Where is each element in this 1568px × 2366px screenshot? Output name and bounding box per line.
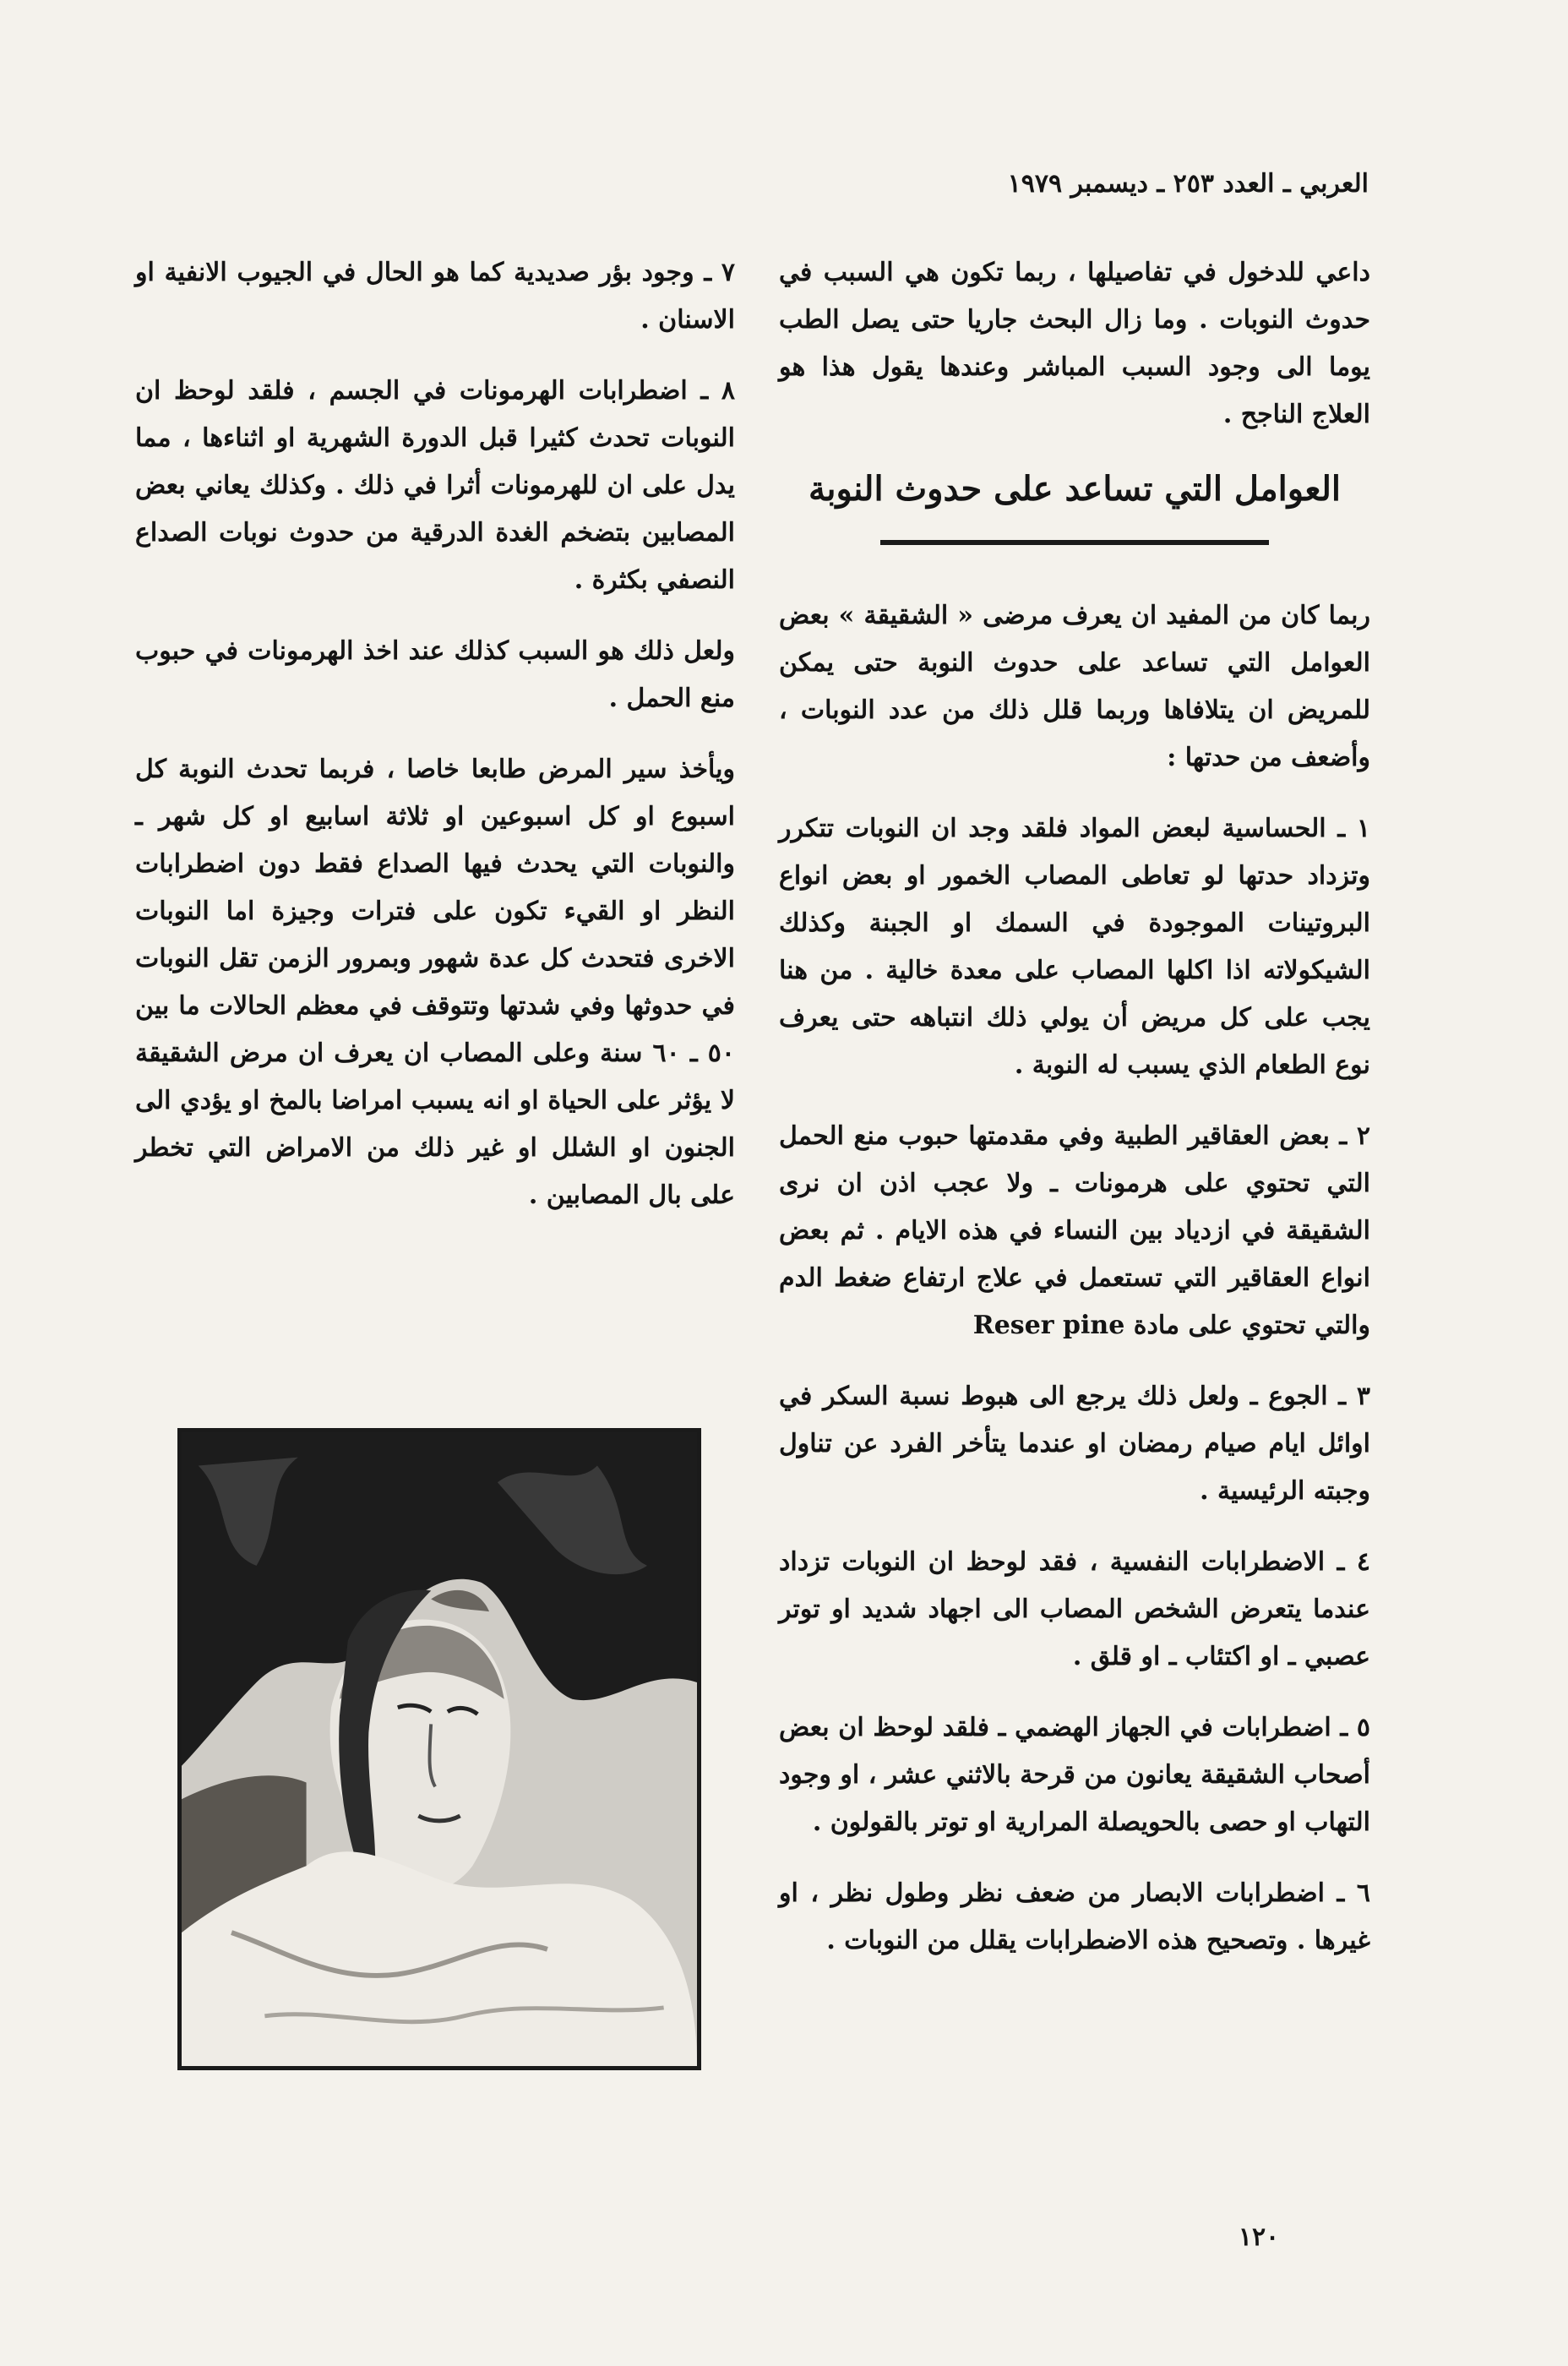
headache-woman-illustration	[177, 1428, 701, 2070]
left-column	[135, 249, 735, 1243]
factor-item-8: ٨ ـ اضطرابات الهرمونات في الجسم ، فلقد لوحظ ان النوبات تحدث كثيرا قبل الدورة الشهرية او اثناءها ، مما يدل على ان للهرمونات أثرا في ذلك . وكذلك يعاني بعض المصابين بتضخم الغدة الدرقية من حدوث نوبات الصداع النصفي بكثرة .	[135, 376, 735, 595]
factor-item-3: ٣ ـ الجوع ـ ولعل ذلك يرجع الى هبوط نسبة السكر في اوائل ايام صيام رمضان او عندما يتأخر الفرد عن تناول وجبته الرئيسية .	[779, 1382, 1370, 1506]
factor-item-6: ٦ ـ اضطرابات الابصار من ضعف نظر وطول نظر ، او غيرها . وتصحيح هذه الاضطرابات يقلل من النوبات .	[779, 1878, 1370, 1955]
disease-course-paragraph: ويأخذ سير المرض طابعا خاصا ، فربما تحدث النوبة كل اسبوع او كل اسبوعين او ثلاثة اسابيع او كل شهر ـ والنوبات التي يحدث فيها الصداع فقط دون اضطرابات النظر او القيء تكون على فترات وجيزة اما النوبات الاخرى فتحدث كل عدة شهور وبمرور الزمن تقل النوبات في حدوثها وفي شدتها وتتوقف في معظم الحالات ما بين ٥٠ ـ ٦٠ سنة وعلى المصاب ان يعرف ان مرض الشقيقة لا يؤثر على الحياة او انه يسبب امراضا بالمخ او يؤدي الى الجنون او الشلل او غير ذلك من الامراض التي تخطر على بال المصابين .	[135, 755, 735, 1210]
illustration-drawing	[182, 1432, 697, 2066]
section-heading: العوامل التي تساعد على حدوث النوبة	[808, 469, 1342, 509]
factor-item-1: ١ ـ الحساسية لبعض المواد فلقد وجد ان النوبات تتكرر وتزداد حدتها لو تعاطى المصاب الخمور او بعض انواع البروتينات الموجودة في السمك او الجبنة وكذلك الشيكولاته اذا اكلها المصاب على معدة خالية . من هنا يجب على كل مريض أن يولي ذلك انتباهه حتى يعرف نوع الطعام الذي يسبب له النوبة .	[779, 814, 1370, 1080]
reserpine-term: Reser pine	[972, 1311, 1125, 1340]
factor-item-2-text: ٢ ـ بعض العقاقير الطبية وفي مقدمتها حبوب منع الحمل التي تحتوي على هرمونات ـ ولا عجب اذن ان نرى الشقيقة في ازدياد بين النساء في هذه الايام . ثم بعض انواع العقاقير التي تستعمل في علاج ارتفاع ضغط الدم والتي تحتوي على مادة	[779, 1121, 1370, 1340]
right-column	[779, 249, 1370, 1988]
page-number: ١٢٠	[1238, 2222, 1280, 2252]
factor-item-7: ٧ ـ وجود بؤر صديدية كما هو الحال في الجيوب الانفية او الاسنان .	[135, 258, 735, 335]
factor-item-5: ٥ ـ اضطرابات في الجهاز الهضمي ـ فلقد لوحظ ان بعض أصحاب الشقيقة يعانون من قرحة بالاثني عشر ، او وجود التهاب او حصى بالحويصلة المرارية او توتر بالقولون .	[779, 1713, 1370, 1837]
factor-item-4: ٤ ـ الاضطرابات النفسية ، فقد لوحظ ان النوبات تزداد عندما يتعرض الشخص المصاب الى اجهاد شديد او توتر عصبي ـ او اكتئاب ـ او قلق .	[779, 1547, 1370, 1671]
heading-rule	[880, 540, 1269, 545]
intro-paragraph: داعي للدخول في تفاصيلها ، ربما تكون هي السبب في حدوث النوبات . وما زال البحث جاريا حتى يصل الطب يوما الى وجود السبب المباشر وعندها يقول هذا هو العلاج الناجح .	[779, 258, 1370, 429]
factors-intro-paragraph: ربما كان من المفيد ان يعرف مرضى « الشقيقة » بعض العوامل التي تساعد على حدوث النوبة حتى يمكن للمريض ان يتلافاها وربما قلل ذلك من عدد النوبات ، وأضعف من حدتها :	[779, 601, 1370, 772]
factor-item-2	[779, 1113, 1370, 1349]
running-head: العربي ـ العدد ٢٥٣ ـ ديسمبر ١٩٧٩	[1007, 169, 1369, 199]
hormones-paragraph: ولعل ذلك هو السبب كذلك عند اخذ الهرمونات في حبوب منع الحمل .	[135, 636, 735, 713]
